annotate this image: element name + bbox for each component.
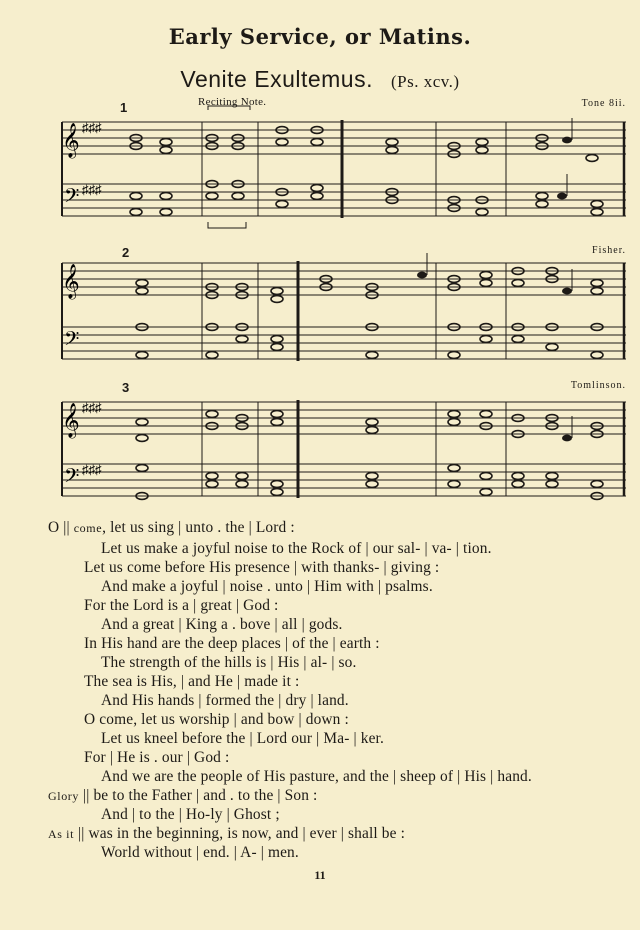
verse-line: And His hands | formed the | dry | land. bbox=[101, 692, 349, 709]
svg-text:𝄞: 𝄞 bbox=[62, 403, 80, 438]
verse-line: The strength of the hills is | His | al- | so. bbox=[101, 654, 357, 671]
svg-text:♯♯♯: ♯♯♯ bbox=[82, 462, 102, 477]
chant-2-staff bbox=[62, 245, 626, 370]
verse-line: For the Lord is a | great | God : bbox=[84, 597, 279, 614]
composer-label: Tone 8ii. bbox=[581, 98, 626, 109]
svg-text:♯♯♯: ♯♯♯ bbox=[82, 182, 102, 197]
verse-line: World without | end. | A- | men. bbox=[101, 844, 299, 861]
chant-number: 3 bbox=[122, 380, 130, 395]
page-number: 11 bbox=[314, 868, 326, 882]
verse-line: Let us come before His presence | with thanks- | giving : bbox=[84, 559, 440, 576]
chant-number: 2 bbox=[122, 245, 130, 260]
verse-line: Let us make a joyful noise to the Rock of | our sal- | va- | tion. bbox=[101, 540, 492, 557]
composer-label: Fisher. bbox=[592, 245, 626, 256]
verse-line: And make a joyful | noise . unto | Him with | psalms. bbox=[101, 578, 433, 595]
verse-line: And we are the people of His pasture, and the | sheep of | His | hand. bbox=[101, 768, 532, 785]
verse-line: For | He is . our | God : bbox=[84, 749, 230, 766]
verse-line bbox=[48, 825, 405, 843]
chant-2 bbox=[62, 245, 626, 370]
psalm-reference: (Ps. xcv.) bbox=[391, 72, 460, 91]
svg-text:𝄞: 𝄞 bbox=[62, 264, 80, 299]
verse-lead-smallcaps: come bbox=[73, 521, 103, 535]
verse-line: O come, let us worship | and bow | down : bbox=[84, 711, 349, 728]
chant-number: 1 bbox=[120, 100, 128, 115]
svg-text:♯♯♯: ♯♯♯ bbox=[82, 400, 102, 415]
running-header: Early Service, or Matins. bbox=[168, 24, 472, 49]
reciting-note-label: Reciting Note. bbox=[198, 96, 267, 108]
chant-3-staff bbox=[62, 380, 626, 510]
svg-text:𝄢: 𝄢 bbox=[64, 184, 80, 212]
chant-1-staff bbox=[62, 100, 626, 235]
verse-line: In His hand are the deep places | of the | earth : bbox=[84, 635, 380, 652]
verse-text: || be to the Father | and . to the | Son : bbox=[79, 787, 318, 804]
composer-label: Tomlinson. bbox=[570, 380, 626, 391]
svg-text:𝄞: 𝄞 bbox=[62, 123, 80, 158]
chant-1 bbox=[62, 96, 626, 235]
verse-line: Let us kneel before the | Lord our | Ma- | ker. bbox=[101, 730, 384, 747]
verse-line: And | to the | Ho-ly | Ghost ; bbox=[101, 806, 280, 823]
verse-lead-smallcaps: Glory bbox=[48, 789, 79, 803]
verse-line: The sea is His, | and He | made it : bbox=[84, 673, 300, 690]
verse-line: O || come, let us sing | unto . the | Lord : bbox=[48, 519, 295, 536]
chant-title: Venite Exultemus. bbox=[180, 66, 373, 92]
verse-line bbox=[48, 787, 317, 805]
verse-text: , let us sing | unto . the | Lord : bbox=[102, 519, 295, 536]
chant-3 bbox=[62, 380, 626, 510]
svg-text:♯♯♯: ♯♯♯ bbox=[82, 120, 102, 135]
svg-text:𝄢: 𝄢 bbox=[64, 464, 80, 492]
verse-text: || was in the beginning, is now, and | ever | shall be : bbox=[74, 825, 406, 842]
verse-lead-smallcaps: As it bbox=[48, 827, 75, 841]
verse-lead: O bbox=[48, 519, 60, 536]
verse-line: And a great | King a . bove | all | gods. bbox=[101, 616, 343, 633]
title-row bbox=[0, 66, 640, 93]
svg-text:𝄢: 𝄢 bbox=[64, 327, 80, 355]
